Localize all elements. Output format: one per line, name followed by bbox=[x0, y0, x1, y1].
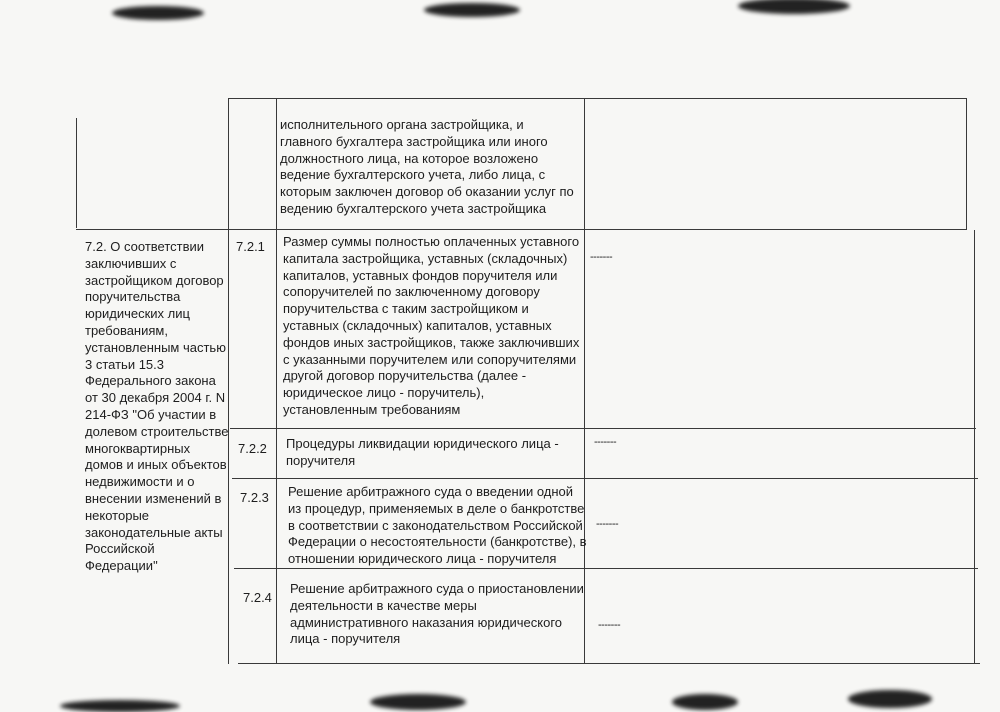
table-rule bbox=[228, 98, 966, 99]
row-value: ------- bbox=[596, 518, 619, 530]
row-number: 7.2.1 bbox=[236, 239, 265, 254]
scan-smudge bbox=[370, 694, 466, 710]
scan-smudge bbox=[848, 690, 932, 708]
row-description: Размер суммы полностью оплаченных уставного капитала застройщика, уставных (складочных) капиталов, уставных фондов поручителя или сопоручителей по заключенному договору поручительства с таким застройщиком и уставных (складочных) капиталов, уставных фондов иных застройщиков, также заключивших с указанными поручителем или сопоручителями другой договор поручительства (далее - юридическое лицо - поручитель), установленным требованиям bbox=[283, 234, 580, 417]
row-description: Процедуры ликвидации юридического лица - поручителя bbox=[286, 436, 559, 468]
table-rule bbox=[76, 229, 967, 230]
table-rule bbox=[584, 98, 585, 664]
table-rule bbox=[76, 118, 77, 228]
row-description: Решение арбитражного суда о приостановлении деятельности в качестве меры административного наказания юридического лица - поручителя bbox=[290, 581, 584, 647]
table-rule bbox=[234, 568, 978, 569]
section-title: 7.2. О соответствии заключивших с застройщиком договор поручительства юридических лиц требованиям, установленным частью 3 статьи 15.3 Федерального закона от 30 декабря 2004 г. N 214-ФЗ "Об участии в долевом строительстве многоквартирных домов и иных объектов недвижимости и о внесении изменений в некоторые законодательные акты Российской Федерации" bbox=[85, 239, 229, 574]
scan-smudge bbox=[112, 6, 204, 20]
row-number: 7.2.2 bbox=[238, 441, 267, 456]
row-value: ------- bbox=[598, 619, 621, 631]
row-number: 7.2.4 bbox=[243, 590, 272, 605]
scan-smudge bbox=[60, 700, 180, 712]
table-rule bbox=[974, 230, 975, 664]
table-rule bbox=[232, 478, 978, 479]
scan-smudge bbox=[424, 3, 520, 17]
table-rule bbox=[276, 98, 277, 664]
row-value: ------- bbox=[594, 436, 617, 448]
scan-smudge bbox=[738, 0, 850, 14]
table-rule bbox=[230, 428, 976, 429]
scan-smudge bbox=[672, 694, 738, 710]
table-rule bbox=[238, 663, 980, 664]
row-number: 7.2.3 bbox=[240, 490, 269, 505]
row-value: ------- bbox=[590, 251, 613, 263]
table-rule bbox=[966, 98, 967, 230]
row-description: Решение арбитражного суда о введении одной из процедур, применяемых в деле о банкротстве в соответствии с законодательством Российской Федерации о несостоятельности (банкротстве), в отношении юридического лица - поручителя bbox=[288, 484, 587, 567]
continued-description: исполнительного органа застройщика, и главного бухгалтера застройщика или иного должностного лица, на которое возложено ведение бухгалтерского учета, либо лица, с которым заключен договор об оказании услуг по ведению бухгалтерского учета застройщика bbox=[280, 117, 574, 216]
